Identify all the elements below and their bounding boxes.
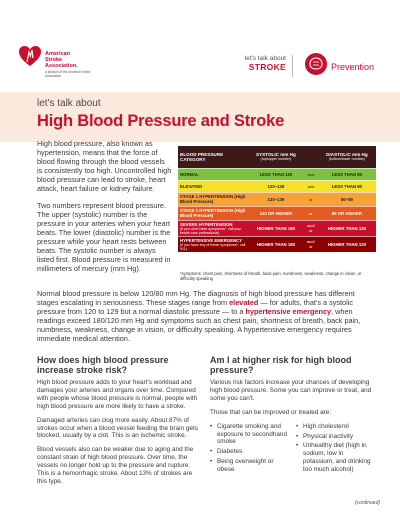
list-item: • High cholesterol [296, 423, 376, 431]
stroke-risk-paragraph-3: Blood vessels also can be weaker due to aging and the constant strain of high blood pressure. Over time, the vessels no longer hold up to the pressure and rupture. This is a hemorrhagic stroke. About 13% of strokes are this type. [37, 446, 194, 485]
header-systolic-label: SYSTOLIC mm Hg [256, 152, 296, 158]
stroke-risk-paragraph-1: High blood pressure adds to your heart's workload and damages your arteries and organs over time. Compared with people whose blood pressure is normal, people with high blood pressure are more likely to have a stroke. [37, 379, 198, 410]
conj-cell: and/ or [304, 220, 318, 236]
header-diastolic-label: DIASTOLIC mm Hg [326, 152, 368, 158]
list-item: • Unhealthy diet (high in sodium, low in potassium, and drinking too much alcohol) [296, 442, 376, 474]
header-systolic [248, 146, 304, 168]
risk-factor-list-right [296, 423, 376, 476]
heart-torch-logo-icon [18, 44, 42, 68]
category-label: HYPERTENSIVE EMERGENCY [180, 237, 243, 243]
conj-cell: and [304, 180, 318, 192]
higher-risk-paragraph-2: Those that can be improved or treated are: [210, 408, 332, 416]
diastolic-cell: HIGHER THAN 120 [318, 220, 376, 236]
systolic-cell: 140 OR HIGHER [248, 206, 304, 220]
header-diastolic [318, 146, 376, 168]
diastolic-cell: LESS THAN 80 [318, 168, 376, 180]
table-row [178, 180, 376, 192]
diastolic-cell: 80–89 [318, 192, 376, 206]
prevention-brain-icon [304, 52, 328, 76]
table-row [178, 236, 376, 252]
org-subtitle: A division of the American Heart Association [45, 70, 91, 78]
category-cell: NORMAL [178, 168, 248, 180]
intro-paragraph-2: Two numbers represent blood pressure. The upper (systolic) number is the pressure in your arteries when your heart beats. The lower (diastolic) number is the pressure while your heart rests between beats. The systolic number is always listed first. Blood pressure is measured in millimeters of mercury (mm Hg). [37, 201, 171, 273]
higher-risk-heading: Am I at higher risk for high blood pressure? [210, 355, 352, 375]
risk-factor-lists [210, 423, 378, 476]
blood-pressure-category-table [178, 146, 376, 253]
header-systolic-sub: (top/upper number) [260, 157, 292, 162]
highlight-elevated: elevated [229, 298, 259, 307]
normal-para-part-2: — for adults, that's a systolic pressure from 120 to 129 but a normal diastolic pressure — to a [37, 298, 354, 316]
table-header-row [178, 146, 376, 168]
category-note: (if you have any of these symptoms*, call 911) [180, 242, 246, 251]
org-name-line-1: American [45, 51, 71, 57]
higher-risk-paragraph-1: Various risk factors increase your chances of developing high blood pressure. Some you can improve or treat, and some you can't. [210, 379, 372, 402]
ltt-big-text: STROKE [248, 62, 286, 72]
systolic-cell: 130–139 [248, 192, 304, 206]
list-item: • Cigarette smoking and exposure to secondhand smoke [210, 423, 292, 447]
lets-talk-about-stroke [226, 55, 286, 72]
category-cell: STAGE 2 HYPERTENSION (High Blood Pressure) [178, 206, 248, 220]
systolic-cell: HIGHER THAN 180 [248, 220, 304, 236]
table-row [178, 192, 376, 206]
org-name [45, 51, 105, 78]
highlight-hypertensive-emergency: hypertensive emergency [245, 307, 332, 316]
category-cell [178, 236, 248, 252]
higher-risk-section [210, 355, 378, 476]
table-row [178, 168, 376, 180]
list-item: • Being overweight or obese [210, 458, 292, 474]
table-row [178, 206, 376, 220]
conj-cell: and/ or [304, 236, 318, 252]
intro-text [37, 140, 172, 283]
normal-para-part-3: , when readings exceed 180/120 mm Hg and symptoms such as chest pain, shortness of breath, back pain, numbness, weakness, change in vision, or difficulty speaking. A hypertensive emergency requires immediate medical attention. [37, 307, 361, 343]
category-cell [178, 220, 248, 236]
page-header [0, 0, 400, 90]
systolic-cell: LESS THAN 120 [248, 168, 304, 180]
ltt-small-text: let's talk about [244, 55, 286, 62]
header-diastolic-sub: (bottom/lower number) [328, 157, 365, 162]
org-name-line-2: Stroke [45, 57, 63, 63]
intro-paragraph-1: High blood pressure, also known as hypertension, means that the force of blood flowing through the blood vessels is consistently too high. Uncontrolled high blood pressure can lead to stroke, heart attack, heart failure or kidney failure. [37, 139, 172, 193]
page-title: High Blood Pressure and Stroke [37, 112, 285, 130]
conj-cell: and [304, 168, 318, 180]
conj-cell: or [304, 206, 318, 220]
conj-cell: or [304, 192, 318, 206]
diastolic-cell: 90 OR HIGHER [318, 206, 376, 220]
list-item: • Physical inactivity [296, 433, 376, 441]
continued-note: (continued) [355, 500, 381, 506]
category-cell: STAGE 1 HYPERTENSION (High Blood Pressure) [178, 192, 248, 206]
category-label: SEVERE HYPERTENSION [180, 221, 233, 227]
normal-bp-paragraph [37, 289, 377, 343]
stroke-risk-heading: How does high blood pressure increase stroke risk? [37, 355, 169, 375]
header-divider [292, 55, 293, 77]
category-note: (if you don't have symptoms*, call your health care professional) [180, 226, 242, 235]
header-category: BLOOD PRESSURE CATEGORY [178, 146, 248, 168]
org-name-line-3: Association. [45, 63, 78, 69]
category-cell: ELEVATED [178, 180, 248, 192]
diastolic-cell: LESS THAN 80 [318, 180, 376, 192]
normal-para-part-1: Normal blood pressure is below 120/80 mm Hg. The diagnosis of high blood pressure has different stages escalating in seriousness. These stages range from [37, 289, 355, 307]
stroke-risk-section [37, 355, 200, 492]
systolic-cell: HIGHER THAN 180 [248, 236, 304, 252]
systolic-cell: 120–129 [248, 180, 304, 192]
band-lets-talk-about: let's talk about [37, 98, 101, 109]
prevention-label: Prevention [331, 62, 375, 72]
table-row [178, 220, 376, 236]
diastolic-cell: HIGHER THAN 120 [318, 236, 376, 252]
stroke-risk-paragraph-2: Damaged arteries can clog more easily. About 87% of strokes occur when a blood vessel feeding the brain gets blocked, usually by a clot. This is an ischemic stroke. [37, 416, 198, 440]
risk-factor-list-left [210, 423, 292, 476]
table-footnote: *symptoms: chest pain, shortness of breath, back pain, numbness, weakness, change in vision, or difficulty speaking [180, 271, 362, 281]
header-conj [304, 146, 318, 168]
list-item: • Diabetes [210, 448, 292, 456]
